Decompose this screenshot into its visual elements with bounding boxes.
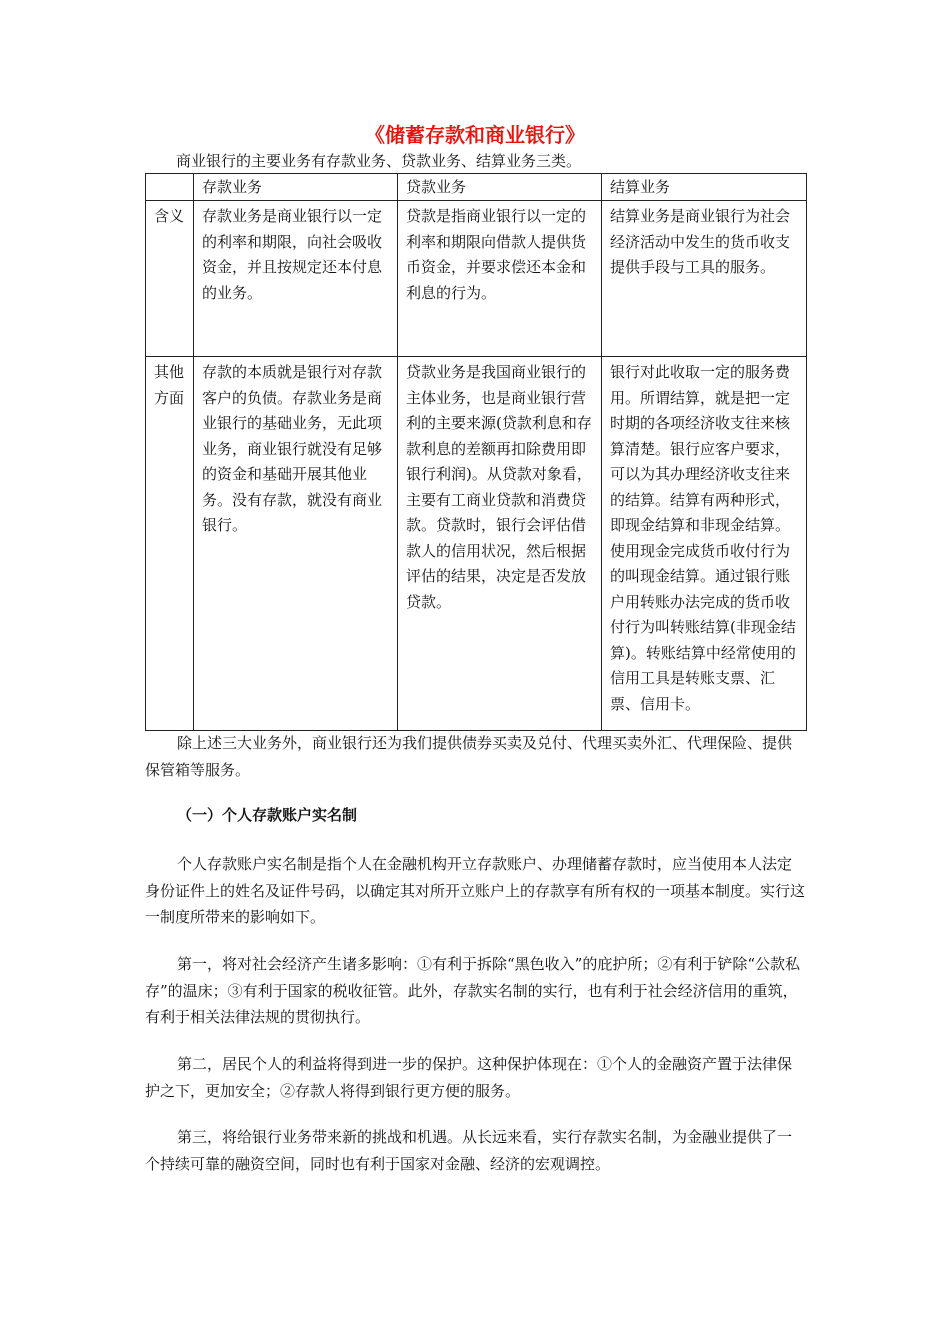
- paragraph-first: 第一，将对社会经济产生诸多影响：①有利于拆除“黑色收入”的庇护所；②有利于铲除“公款私存”的温床；③有利于国家的税收征管。此外，存款实名制的实行，也有利于社会经济信用的重筑，有利于相关法律法规的贯彻执行。: [145, 955, 801, 1026]
- table-cell: 银行对此收取一定的服务费用。所谓结算，就是把一定时期的各项经济收支往来核算清楚。银行应客户要求，可以为其办理经济收支往来的结算。结算有两种形式，即现金结算和非现金结算。使用现金完成货币收付行为的叫现金结算。通过银行账户用转账办法完成的货币收付行为叫转账结算(非现金结算)。转账结算中经常使用的信用工具是转账支票、汇票、信用卡。: [602, 357, 807, 731]
- row-label-other: 其他方面: [146, 357, 194, 731]
- table-row: [146, 357, 807, 731]
- table-row: [146, 201, 807, 357]
- paragraph-second: 第二，居民个人的利益将得到进一步的保护。这种保护体现在：①个人的金融资产置于法律保护之下，更加安全；②存款人将得到银行更方便的服务。: [145, 1055, 793, 1100]
- table-cell: 贷款业务是我国商业银行的主体业务，也是商业银行营利的主要来源(贷款利息和存款利息的差额再扣除费用即银行利润)。从贷款对象看，主要有工商业贷款和消费贷款。贷款时，银行会评估借款人的信用状况，然后根据评估的结果，决定是否发放贷款。: [398, 357, 602, 731]
- table-cell: 存款的本质就是银行对存款客户的负债。存款业务是商业银行的基础业务，无此项业务，商业银行就没有足够的资金和基础开展其他业务。没有存款，就没有商业银行。: [194, 357, 398, 731]
- table-header-deposit: 存款业务: [194, 174, 398, 201]
- table-header-settlement: 结算业务: [602, 174, 807, 201]
- intro-text: 商业银行的主要业务有存款业务、贷款业务、结算业务三类。: [176, 152, 582, 170]
- table-cell: 结算业务是商业银行为社会经济活动中发生的货币收支提供手段与工具的服务。: [602, 201, 807, 357]
- table-header-loan: 贷款业务: [398, 174, 602, 201]
- document-title: 《储蓄存款和商业银行》: [365, 123, 585, 147]
- table-header-row: [146, 174, 807, 201]
- after-table-paragraph: 除上述三大业务外，商业银行还为我们提供债券买卖及兑付、代理买卖外汇、代理保险、提供保管箱等服务。: [145, 734, 793, 779]
- paragraph-realname: 个人存款账户实名制是指个人在金融机构开立存款账户、办理储蓄存款时，应当使用本人法定身份证件上的姓名及证件号码，以确定其对所开立账户上的存款享有所有权的一项基本制度。实行这一制度所带来的影响如下。: [145, 855, 806, 926]
- table-cell: 存款业务是商业银行以一定的利率和期限，向社会吸收资金，并且按规定还本付息的业务。: [194, 201, 398, 357]
- row-label-meaning: 含义: [146, 201, 194, 357]
- table-cell: 贷款是指商业银行以一定的利率和期限向借款人提供货币资金，并要求偿还本金和利息的行为。: [398, 201, 602, 357]
- paragraph-third: 第三，将给银行业务带来新的挑战和机遇。从长远来看，实行存款实名制，为金融业提供了一个持续可靠的融资空间，同时也有利于国家对金融、经济的宏观调控。: [145, 1128, 793, 1173]
- table-header-empty: [146, 174, 194, 201]
- business-comparison-table: [145, 173, 807, 731]
- section-heading: （一）个人存款账户实名制: [177, 806, 358, 824]
